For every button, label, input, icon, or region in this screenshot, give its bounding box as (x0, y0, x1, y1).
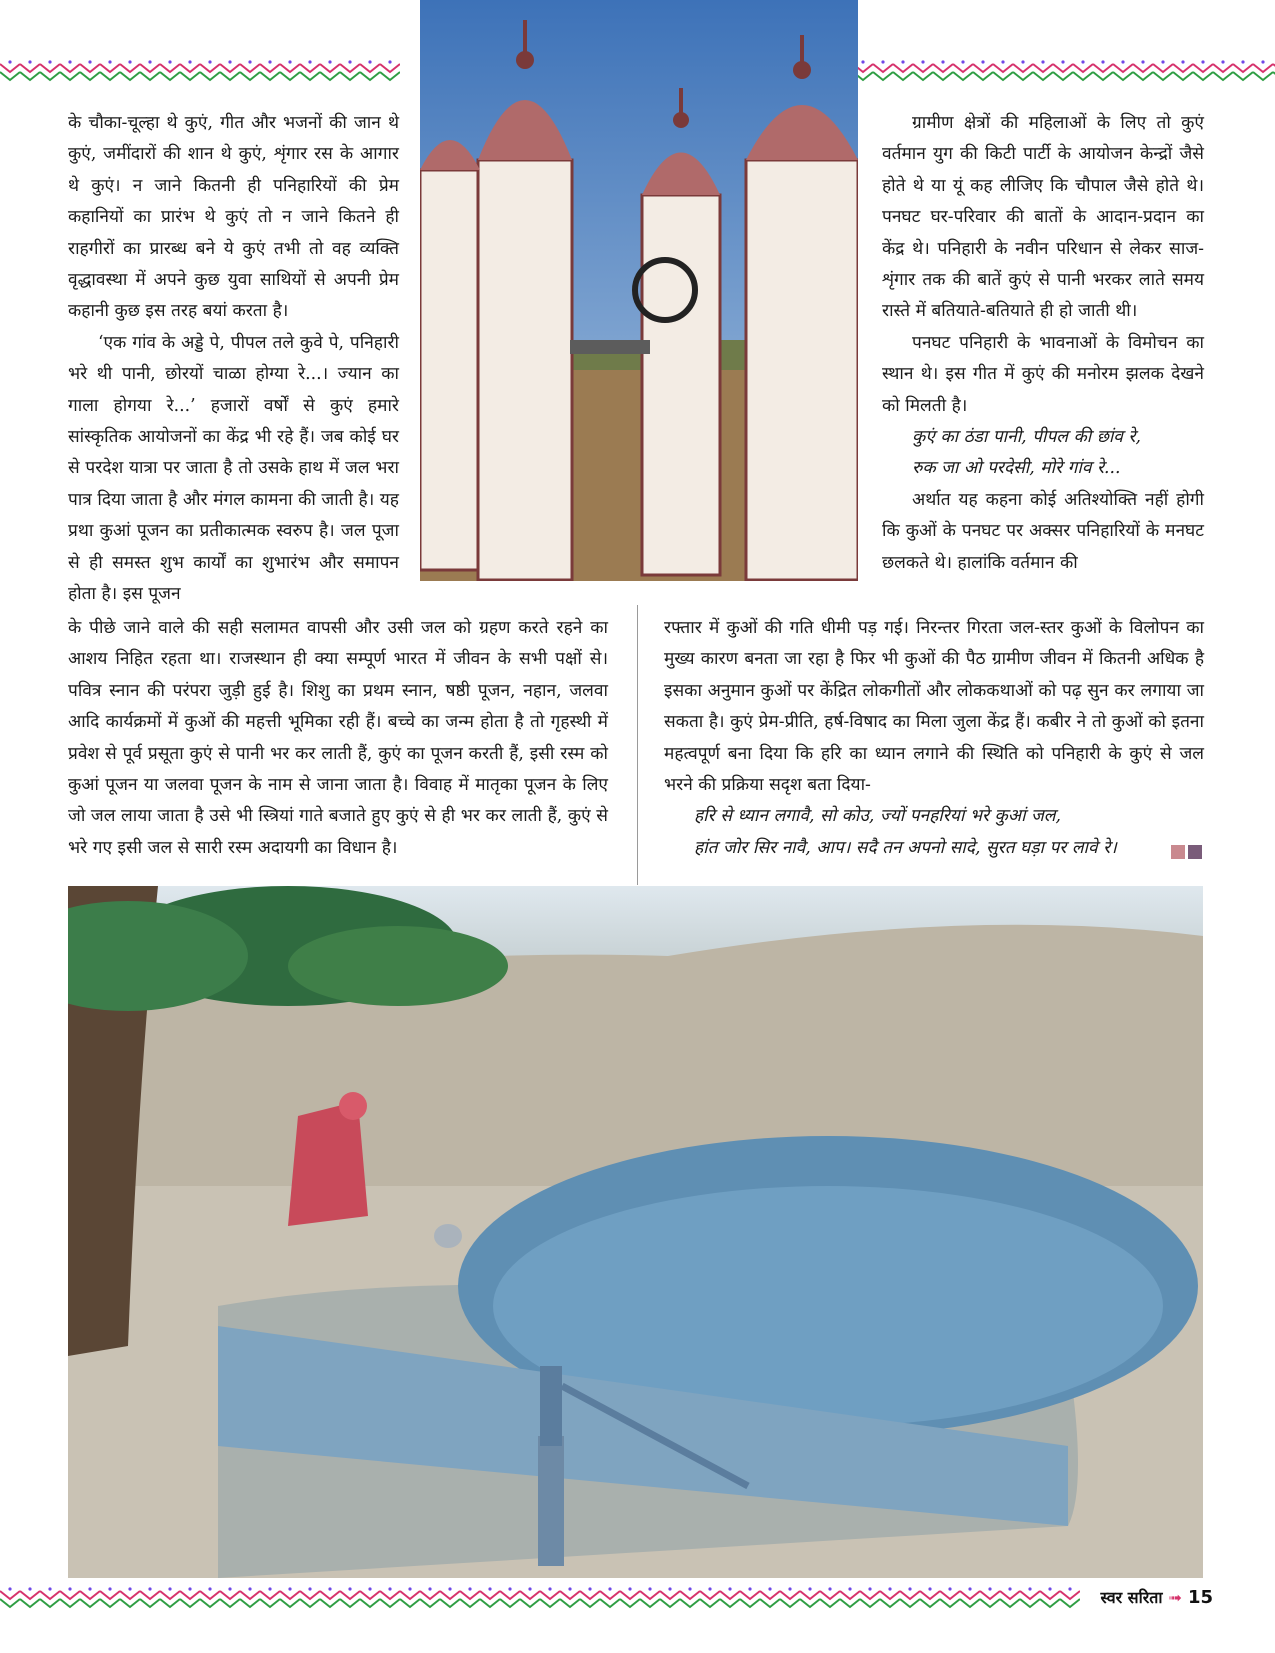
bottom-border (0, 1585, 1080, 1611)
end-square-2 (1188, 845, 1202, 859)
lower-left-column (68, 613, 608, 864)
left-column (68, 108, 399, 611)
page-number: 15 (1187, 1586, 1213, 1608)
top-left-border (0, 58, 400, 84)
photo-ornate-well-towers (420, 0, 858, 581)
verse-2-line-1: हरि से ध्यान लगावै, सो कोउ, ज्यों पनहरियां भरे कुआं जल, (694, 806, 1062, 827)
right-paragraph-2: पनघट पनिहारी के भावनाओं के विमोचन का स्थान थे। इस गीत में कुएं की मनोरम झलक देखने को मिलती है। (882, 332, 1204, 416)
left-paragraph-2: ‘एक गांव के अड्डे पे, पीपल तले कुवे पे, पनिहारी भरे थी पानी, छोरयों चाळा होग्या रे...। ज्यान का गाला होगया रे...’ हजारों वर्षों से कुएं हमारे सांस्कृतिक आयोजनों का केंद्र भी रहे हैं। जब कोई घर से परदेश यात्रा पर जाता है तो उसके हाथ में जल भरा पात्र दिया जाता है और मंगल कामना की जाती है। यह प्रथा कुआं पूजन का प्रतीकात्मक स्वरुप है। जल पूजा से ही समस्त शुभ कार्यों का शुभारंभ और समापन होता है। इस पूजन (68, 332, 399, 605)
article-end-marker (1171, 845, 1202, 859)
arrow-icon: ➟ (1168, 1587, 1182, 1607)
verse-1-line-2: रुक जा ओ परदेसी, मोरे गांव रे... (912, 458, 1121, 479)
verse-2-line-2: हांत जोर सिर नावै, आप। सदै तन अपनो सादे, सुरत घड़ा पर लावे रे। (694, 837, 1117, 858)
right-column (882, 108, 1204, 579)
photo-village-well-with-handpump (68, 886, 1203, 1578)
left-paragraph-3: के पीछे जाने वाले की सही सलामत वापसी और उसी जल को ग्रहण करते रहने का आशय निहित रहता था। राजस्थान ही क्या सम्पूर्ण भारत में जीवन के सभी पक्षों से। पवित्र स्नान की परंपरा जुड़ी हुई है। शिशु का प्रथम स्नान, षष्ठी पूजन, नहान, जलवा आदि कार्यक्रमों में कुओं की महत्ती भूमिका रही हैं। बच्चे का जन्म होता है तो गृहस्थी में प्रवेश से पूर्व प्रसूता कुएं से पानी भर कर लाती हैं, कुएं का पूजन करती हैं, इसी रस्म को कुआं पूजन या जलवा पूजन के नाम से जाना जाता है। विवाह में मातृका पूजन के लिए जो जल लाया जाता है उसे भी स्त्रियां गाते बजाते हुए कुएं से ही भर कर लाती हैं, कुएं से भरे गए इसी जल से सारी रस्म अदायगी का विधान है। (68, 618, 608, 858)
top-right-border (813, 58, 1275, 84)
right-paragraph-4: रफ्तार में कुओं की गति धीमी पड़ गई। निरन्तर गिरता जल-स्तर कुओं के विलोपन का मुख्य कारण बनता जा रहा है फिर भी कुओं की पैठ ग्रामीण जीवन में कितनी अधिक है इसका अनुमान कुओं पर केंद्रित लोकगीतों और लोककथाओं को पढ़ सुन कर लगाया जा सकता है। कुएं प्रेम-प्रीति, हर्ष-विषाद का मिला जुला केंद्र हैं। कबीर ने तो कुओं को इतना महत्वपूर्ण बना दिया कि हरि का ध्यान लगाने की स्थिति को पनिहारी के कुएं से जल भरने की प्रक्रिया सदृश बता दिया- (664, 618, 1204, 796)
column-divider (637, 605, 638, 885)
right-paragraph-1: ग्रामीण क्षेत्रों की महिलाओं के लिए तो कुएं वर्तमान युग की किटी पार्टी के आयोजन केन्द्रों जैसे होते थे या यूं कह लीजिए कि चौपाल जैसे होते थे। पनघट घर-परिवार की बातों के आदान-प्रदान का केंद्र थे। पनिहारी के नवीन परिधान से लेकर साज-शृंगार तक की बातें कुएं से पानी भरकर लाते समय रास्ते में बतियाते-बतियाते ही हो जाती थी। (882, 113, 1204, 322)
verse-1-line-1: कुएं का ठंडा पानी, पीपल की छांव रे, (912, 427, 1141, 448)
right-paragraph-3: अर्थात यह कहना कोई अतिश्योक्ति नहीं होगी कि कुओं के पनघट पर अक्सर पनिहारियों के मनघट छलकते थे। हालांकि वर्तमान की (882, 489, 1204, 573)
lower-right-column (664, 613, 1204, 864)
magazine-name: स्वर सरिता (1100, 1588, 1163, 1607)
left-paragraph-1: के चौका-चूल्हा थे कुएं, गीत और भजनों की जान थे कुएं, जमींदारों की शान थे कुएं, शृंगार रस के आगार थे कुएं। न जाने कितनी ही पनिहारियों की प्रेम कहानियों का प्रारंभ थे कुएं तो न जाने कितने ही राहगीरों का प्रारब्ध बने ये कुएं तभी तो वह व्यक्ति वृद्धावस्था में अपने कुछ युवा साथियों से अपनी प्रेम कहानी कुछ इस तरह बयां करता है। (68, 113, 399, 322)
end-square-1 (1171, 845, 1185, 859)
page-footer (1101, 1586, 1213, 1608)
